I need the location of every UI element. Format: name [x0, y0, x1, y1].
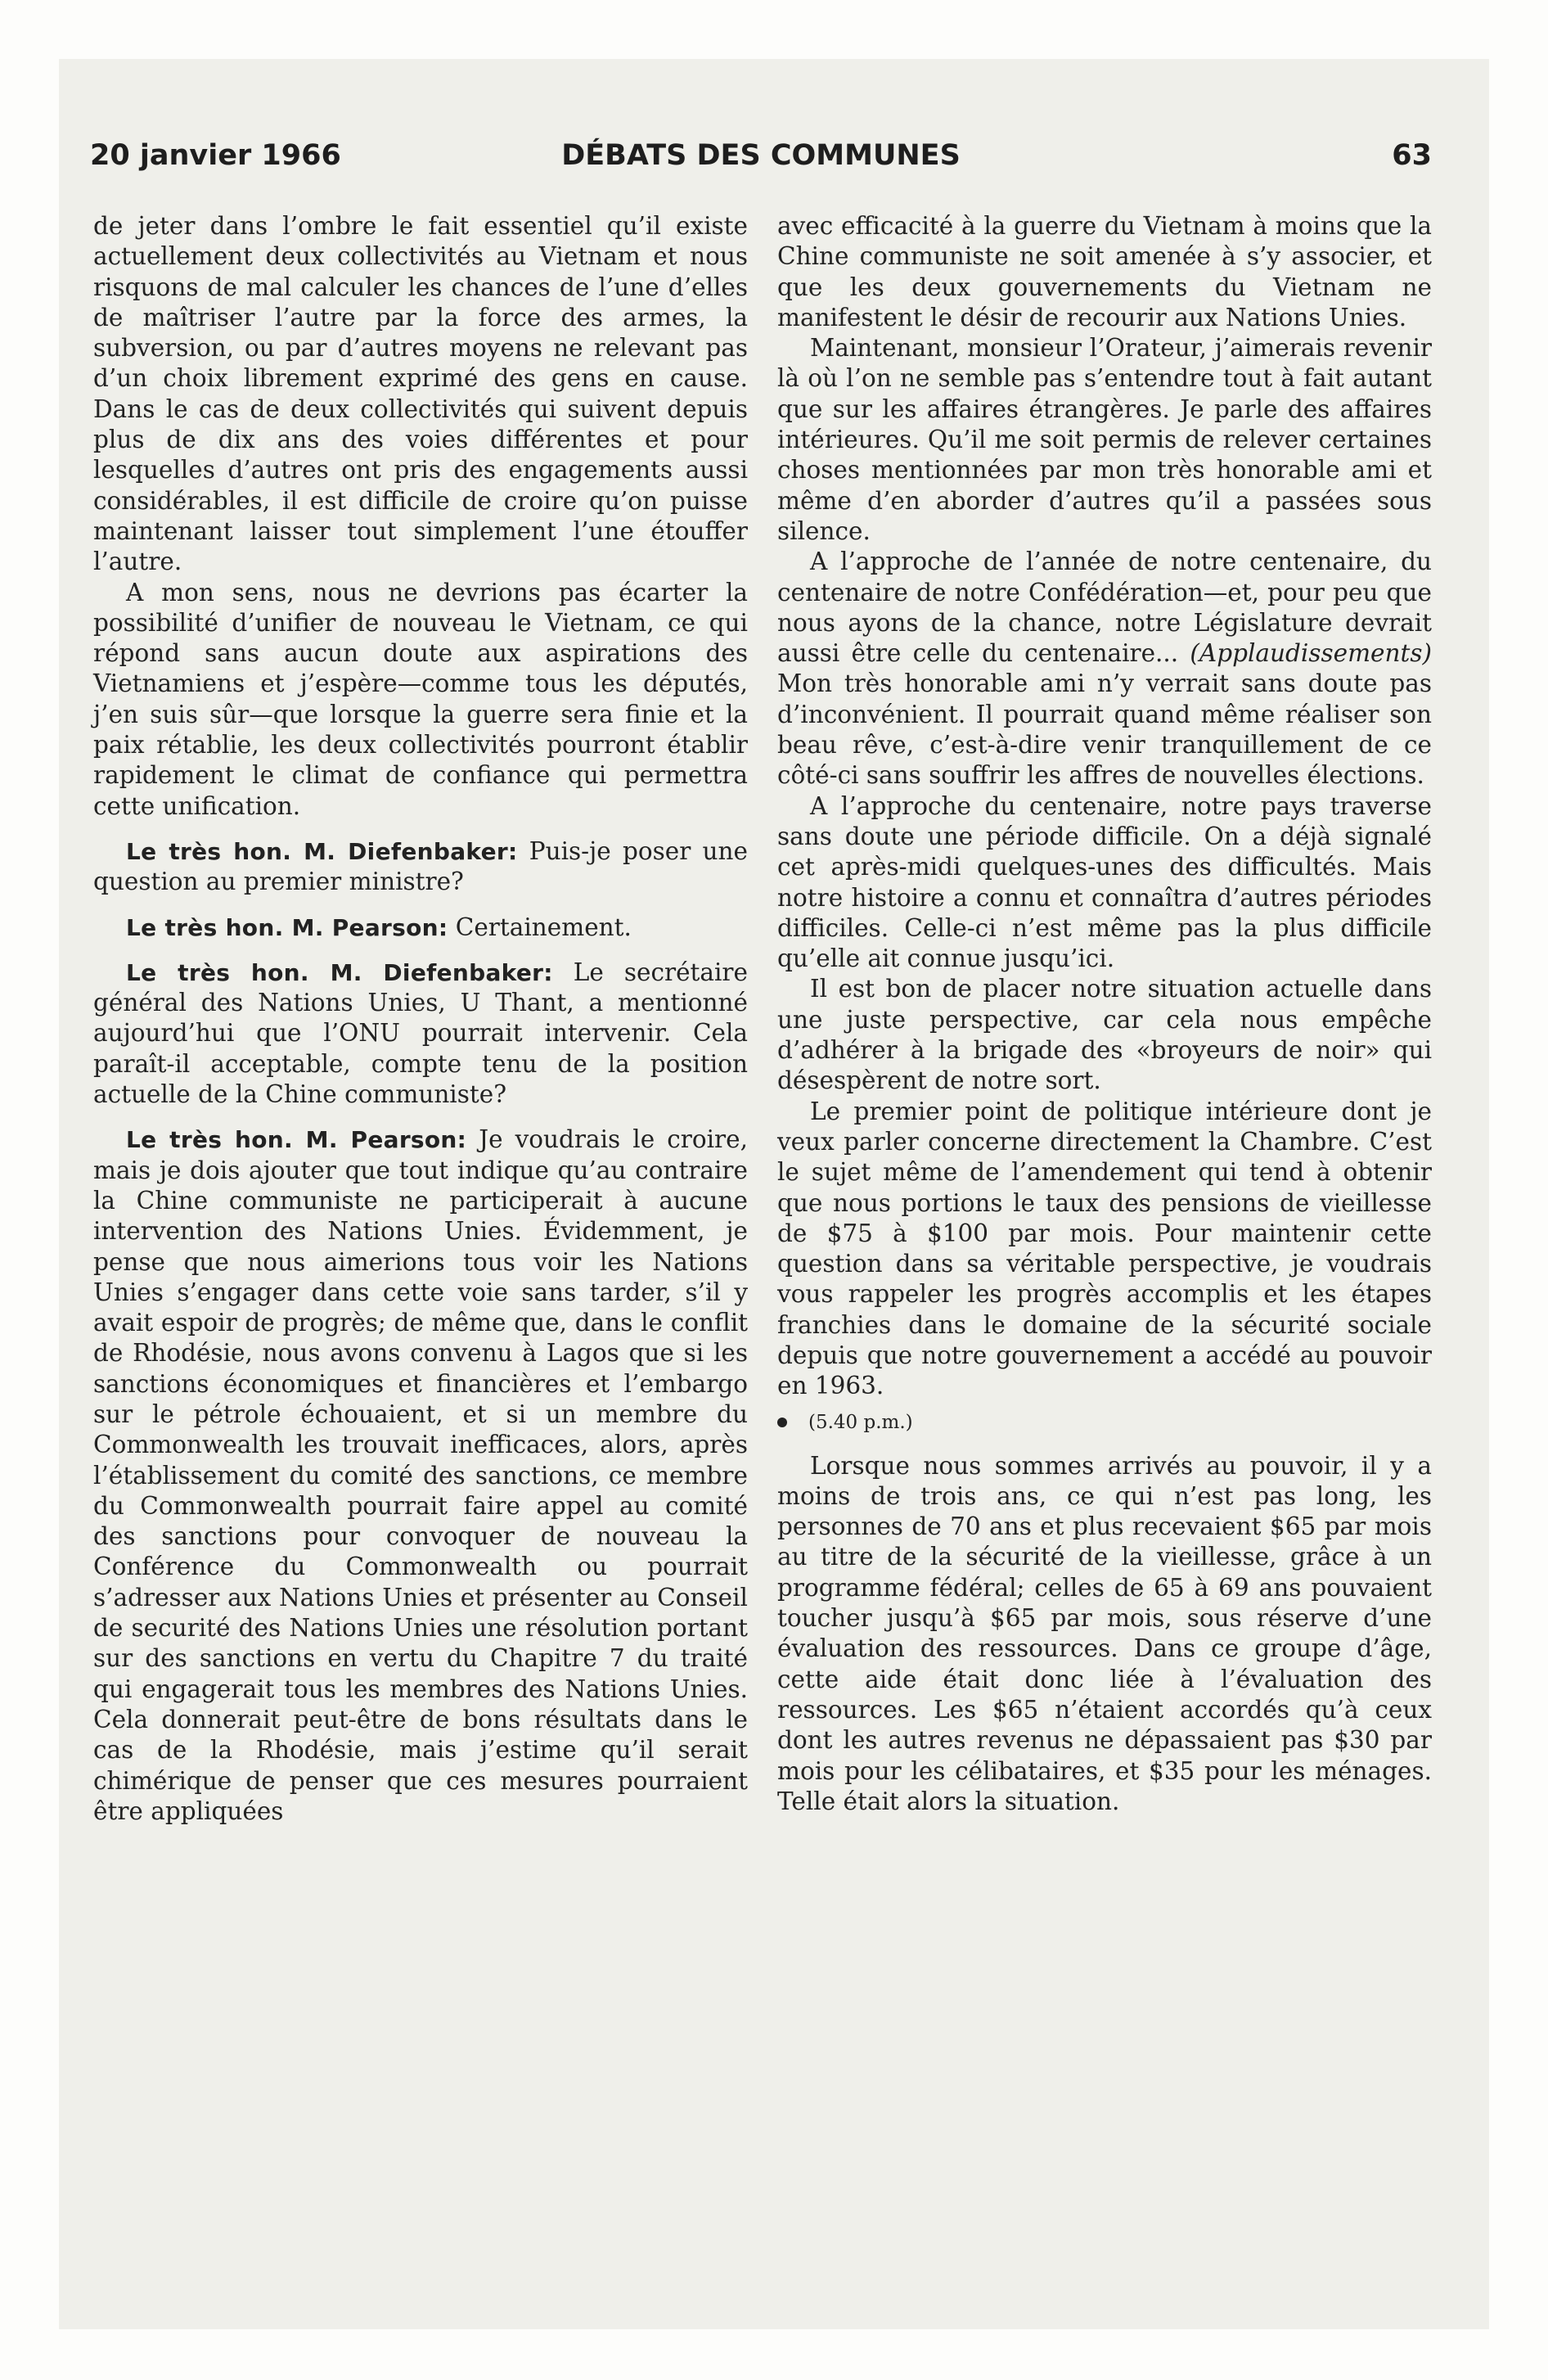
header-title: DÉBATS DES COMMUNES — [561, 139, 961, 172]
right-column — [777, 211, 1432, 1817]
speech-pearson — [93, 913, 748, 943]
paragraph-text: A l’approche de l’année de notre centenaire, du centenaire de notre Confédération—et, pour peu que nous ayons de la chance, notre Législature devrait aussi être celle du centenaire... — [777, 548, 1432, 668]
paragraph-text: Mon très honorable ami n’y verrait sans doute pas d’inconvénient. Il pourrait quand même réaliser son beau rêve, c’est-à-dire venir tranquillement de ce côté-ci sans souffrir les affres de nouvelles élections. — [777, 669, 1432, 790]
speech-text: Puis-je poser une question au premier ministre? — [93, 836, 748, 896]
paragraph: avec efficacité à la guerre du Vietnam à moins que la Chine communiste ne soit amenée à s’y associer, et que les deux gouvernements du Vietnam ne manifestent le désir de recourir aux Nations Unies. — [777, 212, 1432, 331]
paragraph: Le premier point de politique intérieure dont je veux parler concerne directement la Chambre. C’est le sujet même de l’amendement qui tend à obtenir que nous portions le taux des pensions de vieillesse de $75 à $100 par mois. Pour maintenir cette question dans sa véritable perspective, je voudrais vous rappeler les progrès accomplis et les étapes franchies dans le domaine de la sécurité sociale depuis que notre gouvernement a accédé au pouvoir en 1963. — [777, 1097, 1432, 1400]
paragraph: A l’approche du centenaire, notre pays traverse sans doute une période difficile. On a déjà signalé cet après-midi quelques-unes des difficultés. Mais notre histoire a connu et connaîtra d’autres périodes difficiles. Celle-ci n’est même pas la plus difficile qu’elle ait connue jusqu’ici. — [777, 791, 1432, 973]
speech-text: Certainement. — [448, 913, 632, 941]
paragraph: Lorsque nous sommes arrivés au pouvoir, il y a moins de trois ans, ce qui n’est pas long, les personnes de 70 ans et plus recevaient $65 par mois au titre de la sécurité de la vieillesse, grâce à un programme fédéral; celles de 65 à 69 ans pouvaient toucher jusqu’à $65 par mois, sous réserve d’une évaluation des ressources. Dans ce groupe d’âge, cette aide était donc liée à l’évaluation des ressources. Les $65 n’étaient accordés qu’à ceux dont les autres revenus ne dépassaient pas $30 par mois pour les célibataires, et $35 pour les ménages. Telle était alors la situation. — [777, 1451, 1432, 1815]
time-stamp: (5.40 p.m.) — [808, 1411, 913, 1433]
paragraph: de jeter dans l’ombre le fait essentiel qu’il existe actuellement deux collectivités au Vietnam et nous risquons de mal calculer les chances de l’une d’elles de maîtriser l’autre par la force des armes, la subversion, ou par d’autres moyens ne relevant pas d’un choix librement exprimé des gens en cause. Dans le cas de deux collectivités qui suivent depuis plus de dix ans des voies différentes et pour lesquelles d’autres ont pris des engagements aussi considérables, il est difficile de croire qu’on puisse maintenant laisser tout simplement l’une étouffer l’autre. — [93, 212, 748, 576]
page-header — [90, 139, 1432, 188]
speaker-name: Le très hon. M. Pearson: — [126, 913, 448, 941]
speech-pearson — [93, 1125, 748, 1827]
left-column — [93, 211, 748, 1827]
page-number: 63 — [1392, 139, 1432, 172]
paragraph: A mon sens, nous ne devrions pas écarter la possibilité d’unifier de nouveau le Vietnam, ce qui répond sans aucun doute aux aspirations des Vietnamiens et j’espère—comme tous les députés, j’en suis sûr—que lorsque la guerre sera finie et la paix rétablie, les deux collectivités pourront établir rapidement le climat de confiance qui permettra cette unification. — [93, 578, 748, 820]
applause-note: (Applaudissements) — [1190, 639, 1432, 668]
header-date: 20 janvier 1966 — [90, 139, 341, 172]
speech-text: Le secrétaire général des Nations Unies, U Thant, a mentionné aujourd’hui que l’ONU pourrait intervenir. Cela paraît-il acceptable, compte tenu de la position actuelle de la Chine communiste? — [93, 958, 748, 1109]
time-marker — [777, 1410, 1432, 1435]
speaker-name: Le très hon. M. Diefenbaker: — [126, 958, 553, 986]
paragraph — [777, 547, 1432, 791]
speaker-name: Le très hon. M. Diefenbaker: — [126, 837, 518, 865]
paragraph: Il est bon de placer notre situation actuelle dans une juste perspective, car cela nous empêche d’adhérer à la brigade des «broyeurs de noir» qui désespèrent de notre sort. — [777, 975, 1432, 1095]
speech-text: Je voudrais le croire, mais je dois ajouter que tout indique qu’au contraire la Chine communiste ne participerait à aucune intervention des Nations Unies. Évidemment, je pense que nous aimerions tous voir les Nations Unies s’engager dans cette voie sans tarder, s’il y avait espoir de progrès; de même que, dans le conflit de Rhodésie, nous avons convenu à Lagos que si les sanctions économiques et financières et l’embargo sur le pétrole échouaient, et si un membre du Commonwealth les trouvait inefficaces, alors, après l’établissement du comité des sanctions, ce membre du Commonwealth pourrait faire appel au comité des sanctions pour convoquer de nouveau la Conférence du Commonwealth ou pourrait s’adresser aux Nations Unies et présenter au Conseil de securité des Nations Unies une résolution portant sur des sanctions en vertu du Chapitre 7 du traité qui engagerait tous les membres des Nations Unies. Cela donnerait peut-être de bons résultats dans le cas de la Rhodésie, mais j’estime qu’il serait chimérique de penser que ces mesures pourraient être appliquées — [93, 1125, 748, 1825]
bullet-icon — [777, 1418, 787, 1427]
speaker-name: Le très hon. M. Pearson: — [126, 1126, 467, 1154]
speech-diefenbaker — [93, 836, 748, 898]
paragraph: Maintenant, monsieur l’Orateur, j’aimerais revenir là où l’on ne semble pas s’entendre tout à fait autant que sur les affaires étrangères. Je parle des affaires intérieures. Qu’il me soit permis de relever certaines choses mentionnées par mon très honorable ami et même d’en aborder d’autres qu’il a passées sous silence. — [777, 334, 1432, 545]
speech-diefenbaker — [93, 958, 748, 1110]
